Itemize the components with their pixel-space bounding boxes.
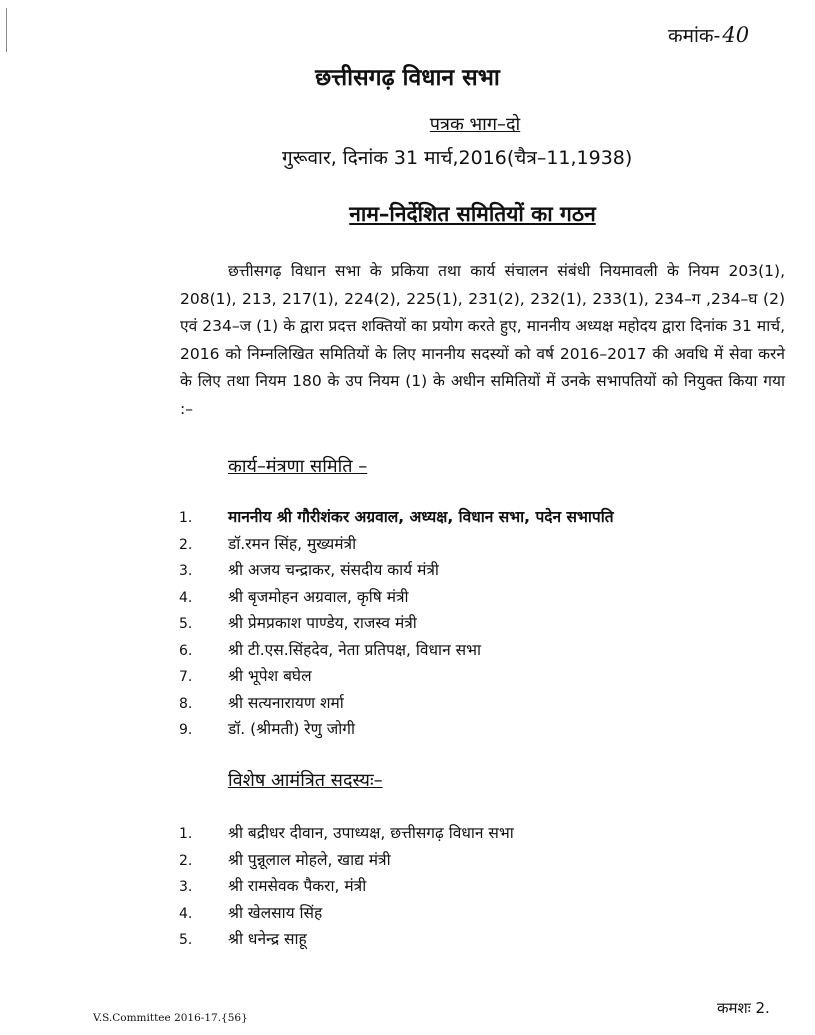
serial-value: 40 (722, 23, 750, 47)
item-number: 7. (179, 669, 193, 685)
item-number: 5. (179, 932, 193, 948)
footer-reference: V.S.Committee 2016-17.{56} (93, 1012, 248, 1024)
item-number: 1. (179, 826, 193, 842)
margin-mark (6, 8, 7, 52)
serial-number (668, 22, 749, 48)
item-number: 3. (179, 563, 193, 579)
date-line: गुरूवार, दिनांक 31 मार्च,2016(चैत्र–11,1938) (282, 147, 633, 169)
item-number: 2. (179, 536, 193, 553)
document-title: छत्तीसगढ़ विधान सभा (315, 65, 500, 91)
subtitle-text: पत्रक भाग–दो (429, 114, 521, 135)
member-name: श्री खेलसाय सिंह (228, 903, 323, 922)
member-name: श्री बृजमोहन अग्रवाल, कृषि मंत्री (228, 587, 409, 606)
continued-marker: कमशः 2. (717, 999, 770, 1017)
item-number: 2. (179, 852, 193, 869)
item-number: 3. (179, 879, 193, 895)
member-name: श्री सत्यनारायण शर्मा (228, 693, 344, 712)
item-number: 8. (179, 695, 193, 712)
body-paragraph (180, 258, 785, 423)
member-name: माननीय श्री गौरीशंकर अग्रवाल, अध्यक्ष, विधान सभा, पदेन सभापति (228, 508, 614, 526)
member-name: श्री भूपेश बघेल (228, 667, 312, 685)
member-name: श्री टी.एस.सिंहदेव, नेता प्रतिपक्ष, विधान सभा (228, 640, 481, 659)
heading-text: नाम–निर्देशित समितियों का गठन (349, 202, 596, 226)
item-number: 9. (179, 722, 193, 738)
item-number: 6. (179, 642, 193, 659)
item-number: 1. (179, 510, 193, 526)
member-name: श्री पुन्नूलाल मोहले, खाद्य मंत्री (228, 850, 391, 869)
member-name: श्री रामसेवक पैकरा, मंत्री (228, 877, 367, 895)
committee-heading: कार्य–मंत्रणा समिति – (228, 456, 368, 477)
member-name: श्री बद्रीधर दीवान, उपाध्यक्ष, छत्तीसगढ़ विधान सभा (228, 824, 514, 842)
special-invitees-heading: विशेष आमंत्रित सदस्यः– (228, 770, 383, 791)
member-name: श्री प्रेमप्रकाश पाण्डेय, राजस्व मंत्री (228, 614, 417, 632)
member-name: श्री अजय चन्द्राकर, संसदीय कार्य मंत्री (228, 561, 439, 579)
item-number: 4. (179, 905, 193, 922)
item-number: 4. (179, 589, 193, 606)
document-subtitle (0, 112, 815, 136)
member-name: डॉ. (श्रीमती) रेणु जोगी (228, 720, 356, 738)
item-number: 5. (179, 616, 193, 632)
member-name: डॉ.रमन सिंह, मुख्यमंत्री (228, 534, 357, 553)
serial-label: कमांक- (668, 25, 721, 47)
member-name: श्री धनेन्द्र साहू (228, 930, 307, 948)
section-heading (0, 200, 815, 228)
paragraph-text: छत्तीसगढ़ विधान सभा के प्रकिया तथा कार्य संचालन संबंधी नियमावली के नियम 203(1), 208(1), 213, 217(1), 224(2), 225(1), 231(2), 232(1), 233(1), 234–ग ,234–घ (2) एवं 234–ज (1) के द्वारा प्रदत्त शक्तियों का प्रयोग करते हुए, माननीय अध्यक्ष महोदय द्वारा दिनांक 31 मार्च, 2016 को निम्नलिखित समितियों के लिए माननीय सदस्यों को वर्ष 2016–2017 की अवधि में सेवा करने के लिए तथा नियम 180 के उप नियम (1) के अधीन समितियों में उनके सभापतियों को नियुक्त किया गया :– (180, 262, 785, 418)
